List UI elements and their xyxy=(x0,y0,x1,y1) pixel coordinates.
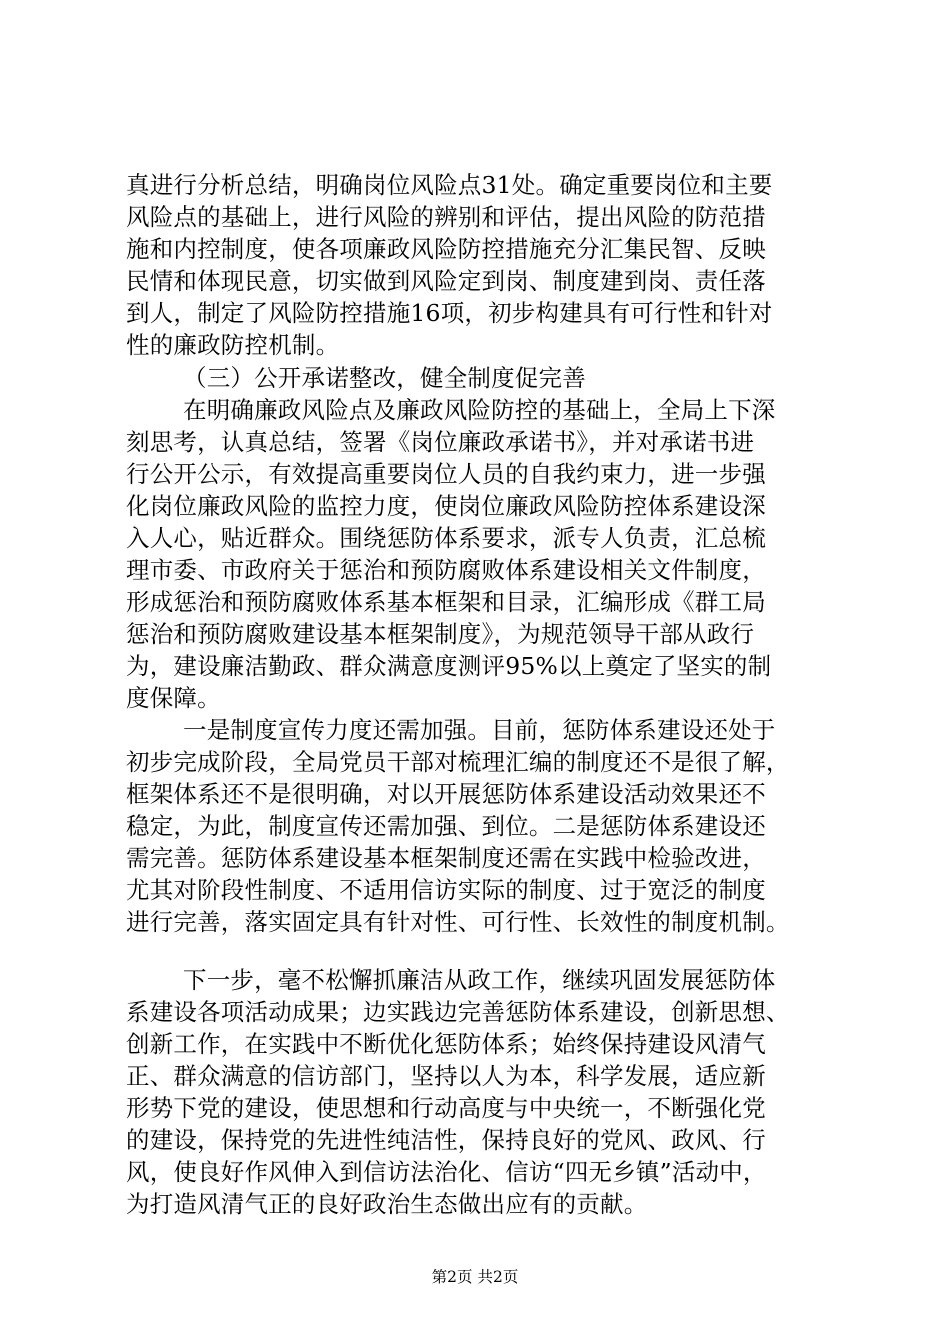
text-line: 性的廉政防控机制。 xyxy=(126,331,340,359)
text-line: 为，建设廉洁勤政、群众满意度测评95%以上奠定了坚实的制 xyxy=(126,652,772,680)
text-line: 理市委、市政府关于惩治和预防腐败体系建设相关文件制度， xyxy=(126,556,766,584)
text-line: 为打造风清气正的良好政治生态做出应有的贡献。 xyxy=(126,1190,648,1218)
page-footer: 第2页 共2页 xyxy=(431,1268,519,1286)
text-line: 民情和体现民意，切实做到风险定到岗、制度建到岗、责任落 xyxy=(126,267,766,295)
text-line: 初步完成阶段，全局党员干部对梳理汇编的制度还不是很了解， xyxy=(126,748,790,776)
text-line: 正、群众满意的信访部门，坚持以人为本，科学发展，适应新 xyxy=(126,1062,766,1090)
text-line: 入人心，贴近群众。围绕惩防体系要求，派专人负责，汇总梳 xyxy=(126,524,766,552)
text-line: 化岗位廉政风险的监控力度，使岗位廉政风险防控体系建设深 xyxy=(126,492,766,520)
text-line: 风险点的基础上，进行风险的辨别和评估，提出风险的防范措 xyxy=(126,203,766,231)
text-line: 在明确廉政风险点及廉政风险防控的基础上，全局上下深 xyxy=(183,396,776,424)
text-line: （三）公开承诺整改，健全制度促完善 xyxy=(183,364,586,392)
text-line: 进行完善，落实固定具有针对性、可行性、长效性的制度机制。 xyxy=(126,908,790,936)
text-line: 框架体系还不是很明确，对以开展惩防体系建设活动效果还不 xyxy=(126,780,766,808)
text-line: 尤其对阶段性制度、不适用信访实际的制度、过于宽泛的制度 xyxy=(126,876,766,904)
text-line: 系建设各项活动成果；边实践边完善惩防体系建设，创新思想、 xyxy=(126,998,790,1026)
text-line: 需完善。惩防体系建设基本框架制度还需在实践中检验改进， xyxy=(126,844,766,872)
text-line: 到人，制定了风险防控措施16项，初步构建具有可行性和针对 xyxy=(126,299,773,327)
text-line: 真进行分析总结，明确岗位风险点31处。确定重要岗位和主要 xyxy=(126,171,773,199)
text-line: 施和内控制度，使各项廉政风险防控措施充分汇集民智、反映 xyxy=(126,235,766,263)
text-line: 刻思考，认真总结，签署《岗位廉政承诺书》，并对承诺书进 xyxy=(126,428,755,456)
text-line: 一是制度宣传力度还需加强。目前，惩防体系建设还处于 xyxy=(183,716,776,744)
text-line: 下一步，毫不松懈抓廉洁从政工作，继续巩固发展惩防体 xyxy=(183,966,776,994)
text-line: 形成惩治和预防腐败体系基本框架和目录，汇编形成《群工局 xyxy=(126,588,766,616)
text-line: 风，使良好作风伸入到信访法治化、信访“四无乡镇”活动中， xyxy=(126,1158,767,1186)
text-line: 度保障。 xyxy=(126,684,221,712)
text-line: 的建设，保持党的先进性纯洁性，保持良好的党风、政风、行 xyxy=(126,1126,766,1154)
text-line: 稳定，为此，制度宣传还需加强、到位。二是惩防体系建设还 xyxy=(126,812,766,840)
text-line: 形势下党的建设，使思想和行动高度与中央统一，不断强化党 xyxy=(126,1094,766,1122)
text-line: 惩治和预防腐败建设基本框架制度》，为规范领导干部从政行 xyxy=(126,620,755,648)
text-line: 行公开公示，有效提高重要岗位人员的自我约束力，进一步强 xyxy=(126,460,766,488)
text-line: 创新工作，在实践中不断优化惩防体系；始终保持建设风清气 xyxy=(126,1030,766,1058)
